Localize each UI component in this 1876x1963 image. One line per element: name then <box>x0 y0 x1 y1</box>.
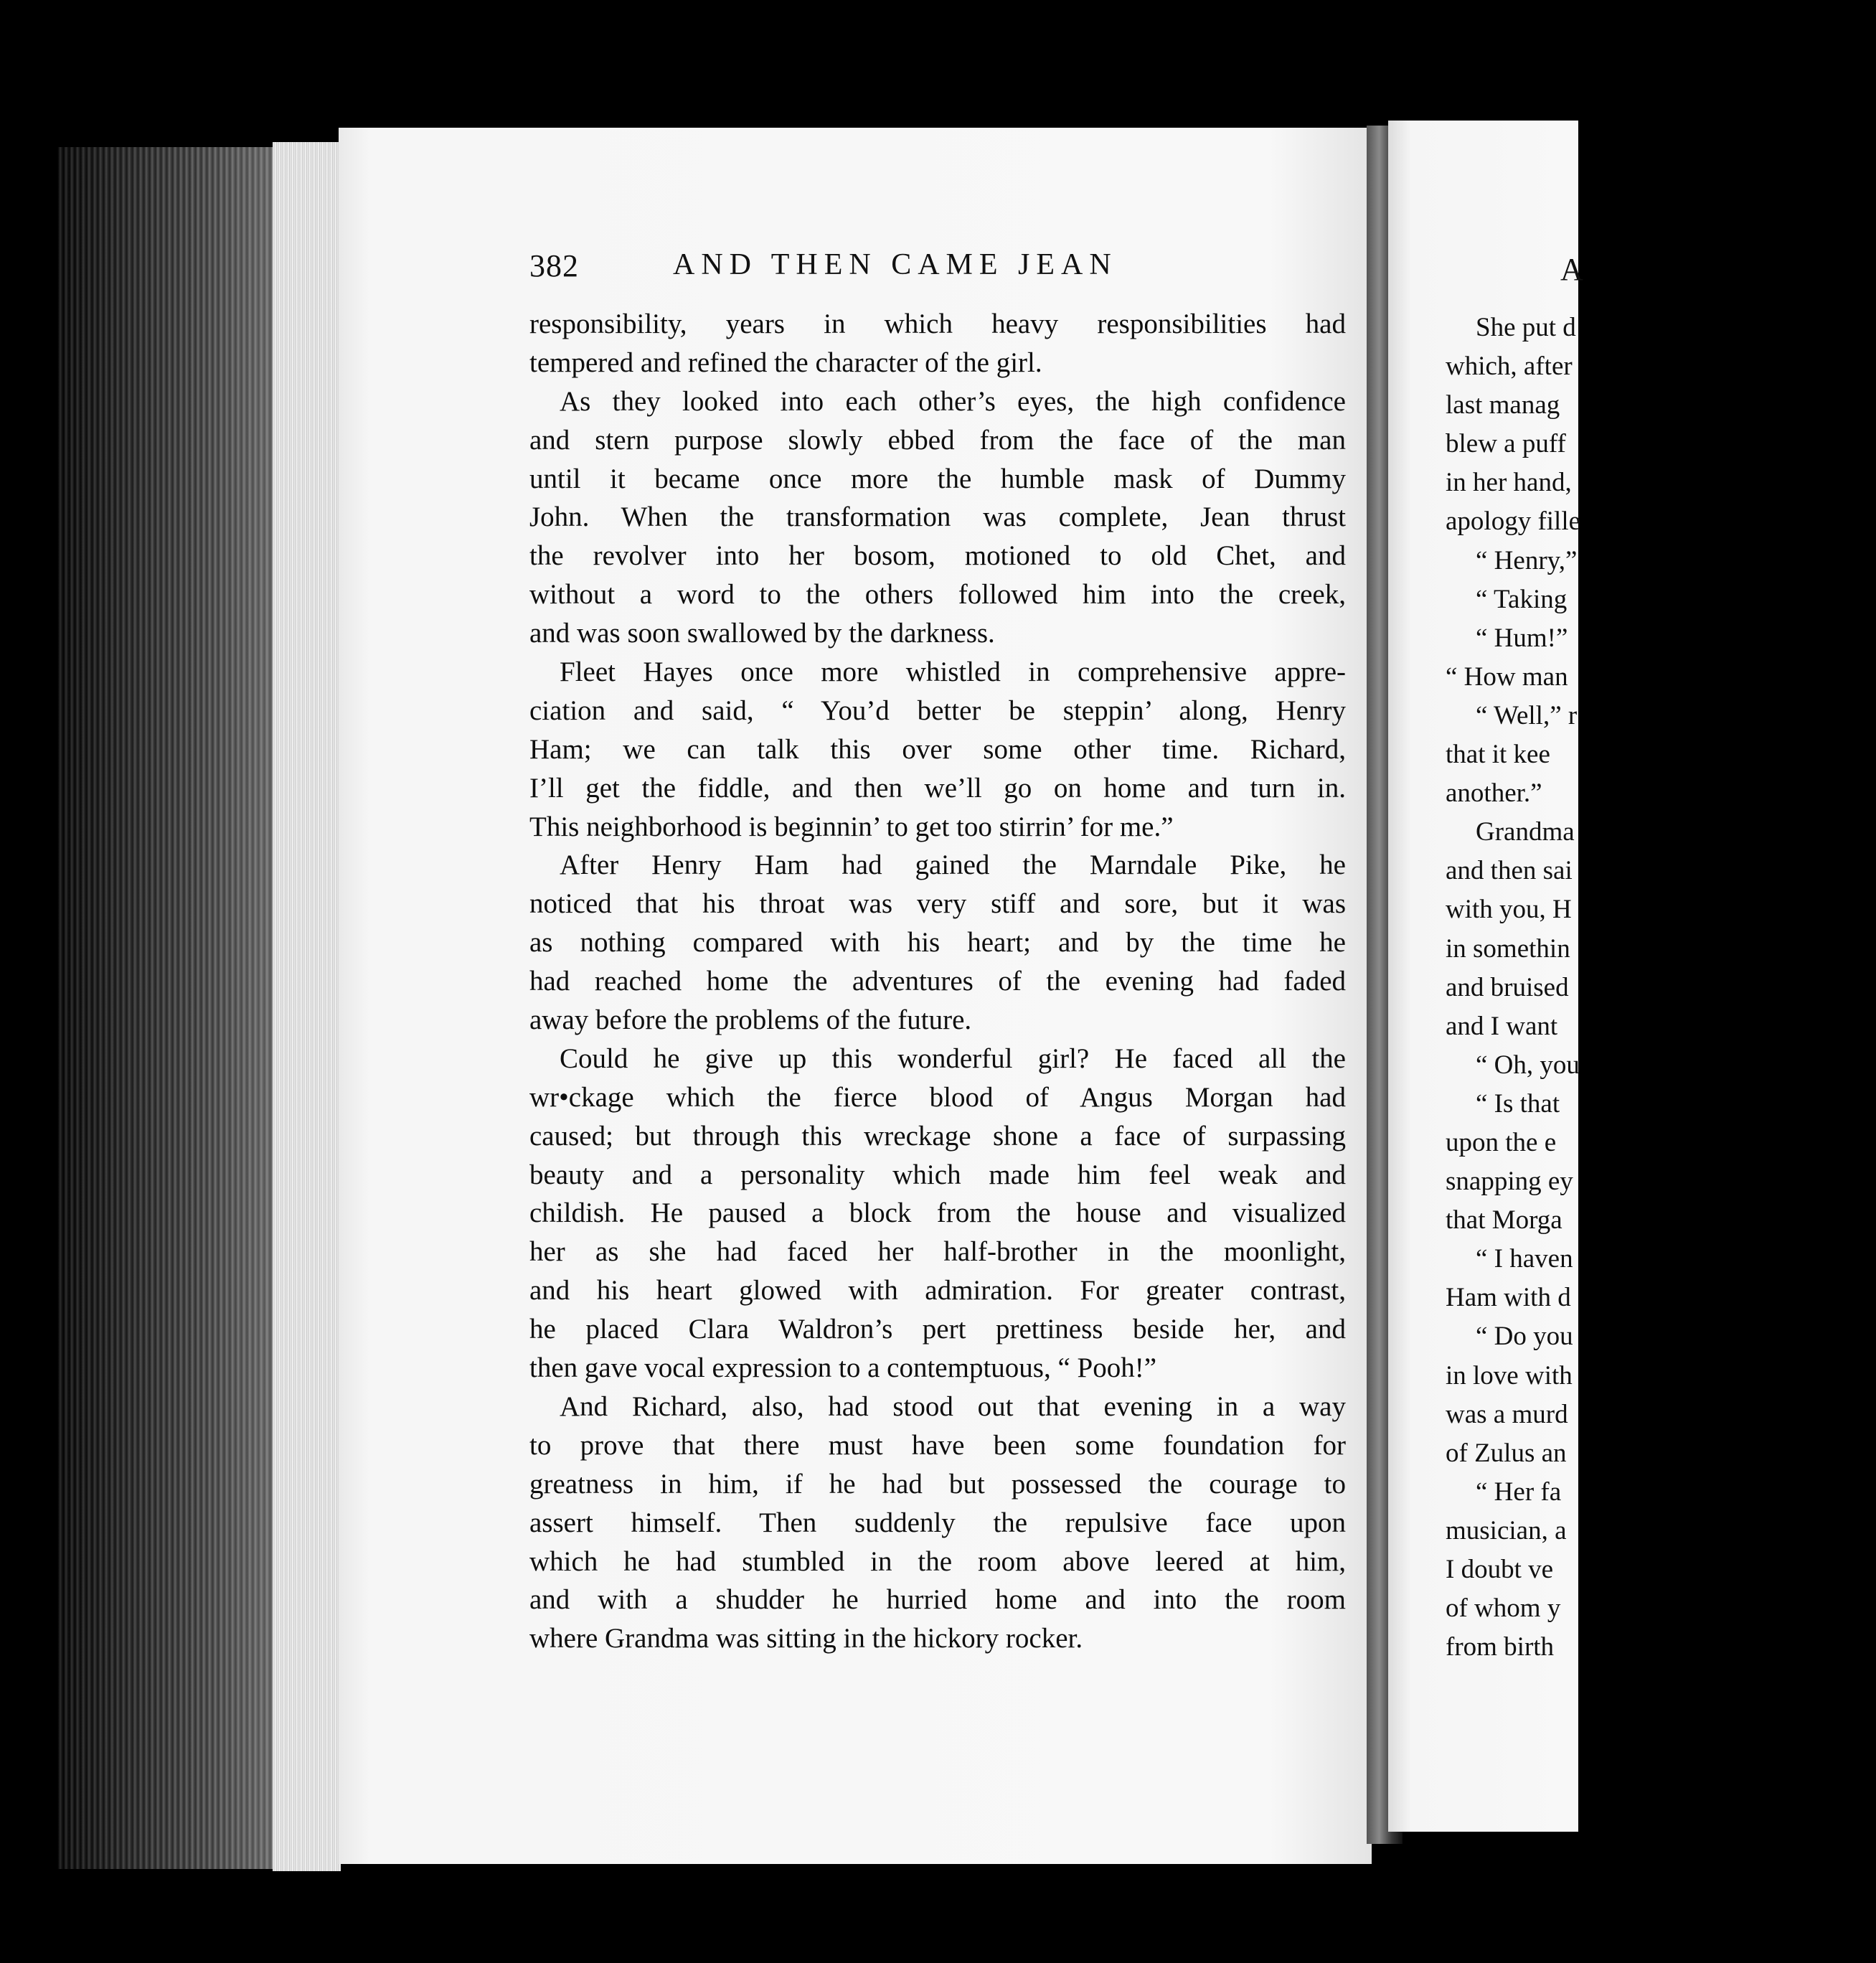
text-line-fragment: of whom y <box>1446 1594 1561 1624</box>
book-page-edges <box>57 147 294 1869</box>
text-line: caused; but through this wreckage shone a face of surpassing <box>529 1120 1346 1152</box>
right-running-head: A <box>1560 252 1583 287</box>
text-line: beauty and a personality which made him feel weak and <box>529 1159 1346 1190</box>
text-line-fragment: which, after <box>1446 352 1573 382</box>
text-line-fragment: in somethin <box>1446 933 1570 964</box>
text-line-fragment: “ Is that <box>1476 1088 1560 1119</box>
text-line-fragment: “ How man <box>1446 662 1568 692</box>
page-number: 382 <box>529 248 579 283</box>
text-line-fragment: Grandma <box>1476 817 1575 847</box>
text-line-fragment: apology fille <box>1446 507 1581 537</box>
right-page-body <box>1446 309 1876 1667</box>
text-line: her as she had faced her half-brother in the moonlight, <box>529 1236 1346 1268</box>
text-line-fragment: “ Well,” r <box>1476 700 1578 730</box>
text-line: As they looked into each other’s eyes, the high confidence <box>560 385 1346 417</box>
text-line-fragment: and then sai <box>1446 856 1573 886</box>
text-line: and his heart glowed with admiration. For greater contrast, <box>529 1275 1346 1307</box>
text-line: which he had stumbled in the room above leered at him, <box>529 1545 1346 1577</box>
text-line: greatness in him, if he had but possessed the courage to <box>529 1468 1346 1500</box>
text-line-fragment: that it kee <box>1446 740 1550 770</box>
text-line-fragment: upon the e <box>1446 1127 1557 1157</box>
text-line-fragment: in love with <box>1446 1360 1573 1390</box>
text-line: I’ll get the fiddle, and then we’ll go on home and turn in. <box>529 772 1346 804</box>
text-line-fragment: “ Henry,” <box>1476 545 1578 575</box>
text-line: Ham; we can talk this over some other time. Richard, <box>529 733 1346 765</box>
text-line: noticed that his throat was very stiff and sore, but it was <box>529 888 1346 920</box>
text-line-fragment: She put d <box>1476 313 1576 342</box>
text-line: This neighborhood is beginnin’ to get too stirrin’ for me.” <box>529 811 1174 842</box>
text-line-fragment: “ Oh, you <box>1476 1050 1580 1080</box>
text-line-fragment: from birth <box>1446 1632 1555 1662</box>
text-line: childish. He paused a block from the house and visualized <box>529 1197 1346 1229</box>
text-line: where Grandma was sitting in the hickory rocker. <box>529 1623 1083 1654</box>
text-line: then gave vocal expression to a contemptuous, “ Pooh!” <box>529 1352 1157 1384</box>
text-line-fragment: “ Taking <box>1476 584 1568 614</box>
text-line: to prove that there must have been some foundation for <box>529 1429 1346 1461</box>
text-line-fragment: snapping ey <box>1446 1167 1573 1197</box>
text-line-fragment: was a murd <box>1446 1399 1568 1429</box>
running-head: AND THEN CAME JEAN <box>673 248 1118 281</box>
text-line: without a word to the others followed him into the creek, <box>529 579 1346 611</box>
text-line-fragment: that Morga <box>1446 1205 1562 1235</box>
text-line-fragment: last manag <box>1446 390 1560 420</box>
text-line-fragment: in her hand, <box>1446 468 1572 498</box>
text-line-fragment: blew a puff <box>1446 429 1566 459</box>
text-line: John. When the transformation was complete, Jean thrust <box>529 502 1346 533</box>
text-line: Fleet Hayes once more whistled in comprehensive appre- <box>560 656 1346 688</box>
text-line-fragment: and bruised <box>1446 972 1569 1002</box>
text-line-fragment: I doubt ve <box>1446 1555 1554 1584</box>
text-line: as nothing compared with his heart; and by the time he <box>529 927 1346 959</box>
text-line-fragment: of Zulus an <box>1446 1438 1567 1468</box>
page-stack-edge <box>273 142 341 1871</box>
left-page-header <box>529 248 1247 291</box>
text-line: wr•ckage which the fierce blood of Angus Morgan had <box>529 1081 1346 1113</box>
text-line: Could he give up this wonderful girl? He faced all the <box>560 1042 1346 1074</box>
text-line-fragment: Ham with d <box>1446 1283 1571 1313</box>
text-line: assert himself. Then suddenly the repulsive face upon <box>529 1507 1346 1538</box>
text-line-fragment: “ Her fa <box>1476 1477 1562 1507</box>
text-line: until it became once more the humble mask of Dummy <box>529 463 1346 494</box>
text-line: and with a shudder he hurried home and into the room <box>529 1584 1346 1616</box>
text-line: he placed Clara Waldron’s pert prettiness beside her, and <box>529 1314 1346 1345</box>
text-line-fragment: and I want <box>1446 1011 1558 1041</box>
text-line: responsibility, years in which heavy responsibilities had <box>529 309 1346 339</box>
text-line: the revolver into her bosom, motioned to old Chet, and <box>529 540 1346 572</box>
text-line: tempered and refined the character of the girl. <box>529 347 1042 378</box>
text-line: And Richard, also, had stood out that evening in a way <box>560 1390 1346 1422</box>
text-line: away before the problems of the future. <box>529 1004 972 1036</box>
text-line: and stern purpose slowly ebbed from the face of the man <box>529 424 1346 456</box>
text-line: had reached home the adventures of the evening had faded <box>529 966 1346 997</box>
text-line-fragment: “ Hum!” <box>1476 623 1568 653</box>
text-line: After Henry Ham had gained the Marndale Pike, he <box>560 849 1346 881</box>
text-line: ciation and said, “ You’d better be steppin’ along, Henry <box>529 695 1346 726</box>
left-page-body <box>529 305 1346 1658</box>
text-line-fragment: “ I haven <box>1476 1244 1573 1274</box>
text-line-fragment: musician, a <box>1446 1515 1567 1545</box>
text-line-fragment: with you, H <box>1446 895 1572 925</box>
text-line: and was soon swallowed by the darkness. <box>529 618 995 649</box>
text-line-fragment: “ Do you <box>1476 1322 1573 1352</box>
text-line-fragment: another.” <box>1446 778 1542 809</box>
